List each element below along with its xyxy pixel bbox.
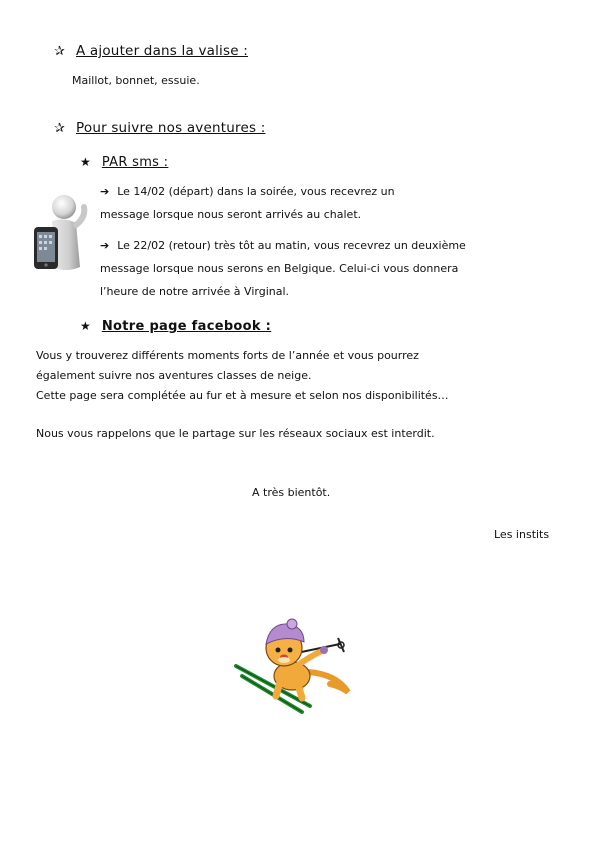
adventures-title: Pour suivre nos aventures : — [76, 120, 266, 136]
suitcase-title: A ajouter dans la valise : — [76, 43, 248, 59]
closing-text: A très bientôt. — [252, 486, 331, 499]
suitcase-heading — [54, 40, 248, 59]
arrow-right-icon: ➔ — [100, 185, 110, 198]
arrow-right-icon: ➔ — [100, 239, 110, 252]
skier-cat-icon — [232, 616, 356, 714]
sms-message-2 — [100, 234, 466, 303]
facebook-paragraph — [36, 346, 449, 406]
outline-star-icon: ✰ — [54, 121, 65, 136]
sms-message-1-line-1: Le 14/02 (départ) dans la soirée, vous recevrez un — [117, 185, 395, 198]
facebook-paragraph-line-2: également suivre nos aventures classes de neige. — [36, 369, 312, 382]
outline-star-icon: ✰ — [54, 44, 65, 59]
sms-message-2-line-1: Le 22/02 (retour) très tôt au matin, vous recevrez un deuxième — [117, 239, 466, 252]
facebook-paragraph-line-3: Cette page sera complétée au fur et à mesure et selon nos disponibilités… — [36, 389, 449, 402]
suitcase-items: Maillot, bonnet, essuie. — [72, 74, 200, 87]
phone-figure-icon — [30, 193, 88, 273]
filled-star-icon: ★ — [80, 155, 91, 169]
adventures-heading — [54, 117, 265, 136]
sms-message-1-line-2: message lorsque nous seront arrivés au chalet. — [100, 208, 362, 221]
facebook-title: Notre page facebook : — [101, 319, 272, 334]
sms-heading — [80, 151, 168, 170]
sms-message-1 — [100, 180, 395, 226]
filled-star-icon: ★ — [80, 319, 91, 333]
signature: Les instits — [494, 528, 550, 541]
social-media-notice: Nous vous rappelons que le partage sur les réseaux sociaux est interdit. — [36, 427, 435, 440]
facebook-paragraph-line-1: Vous y trouverez différents moments forts de l’année et vous pourrez — [36, 349, 419, 362]
facebook-heading — [80, 315, 271, 334]
sms-message-2-line-3: l’heure de notre arrivée à Virginal. — [100, 285, 290, 298]
sms-title: PAR sms : — [101, 155, 169, 170]
sms-message-2-line-2: message lorsque nous serons en Belgique. Celui-ci vous donnera — [100, 262, 459, 275]
